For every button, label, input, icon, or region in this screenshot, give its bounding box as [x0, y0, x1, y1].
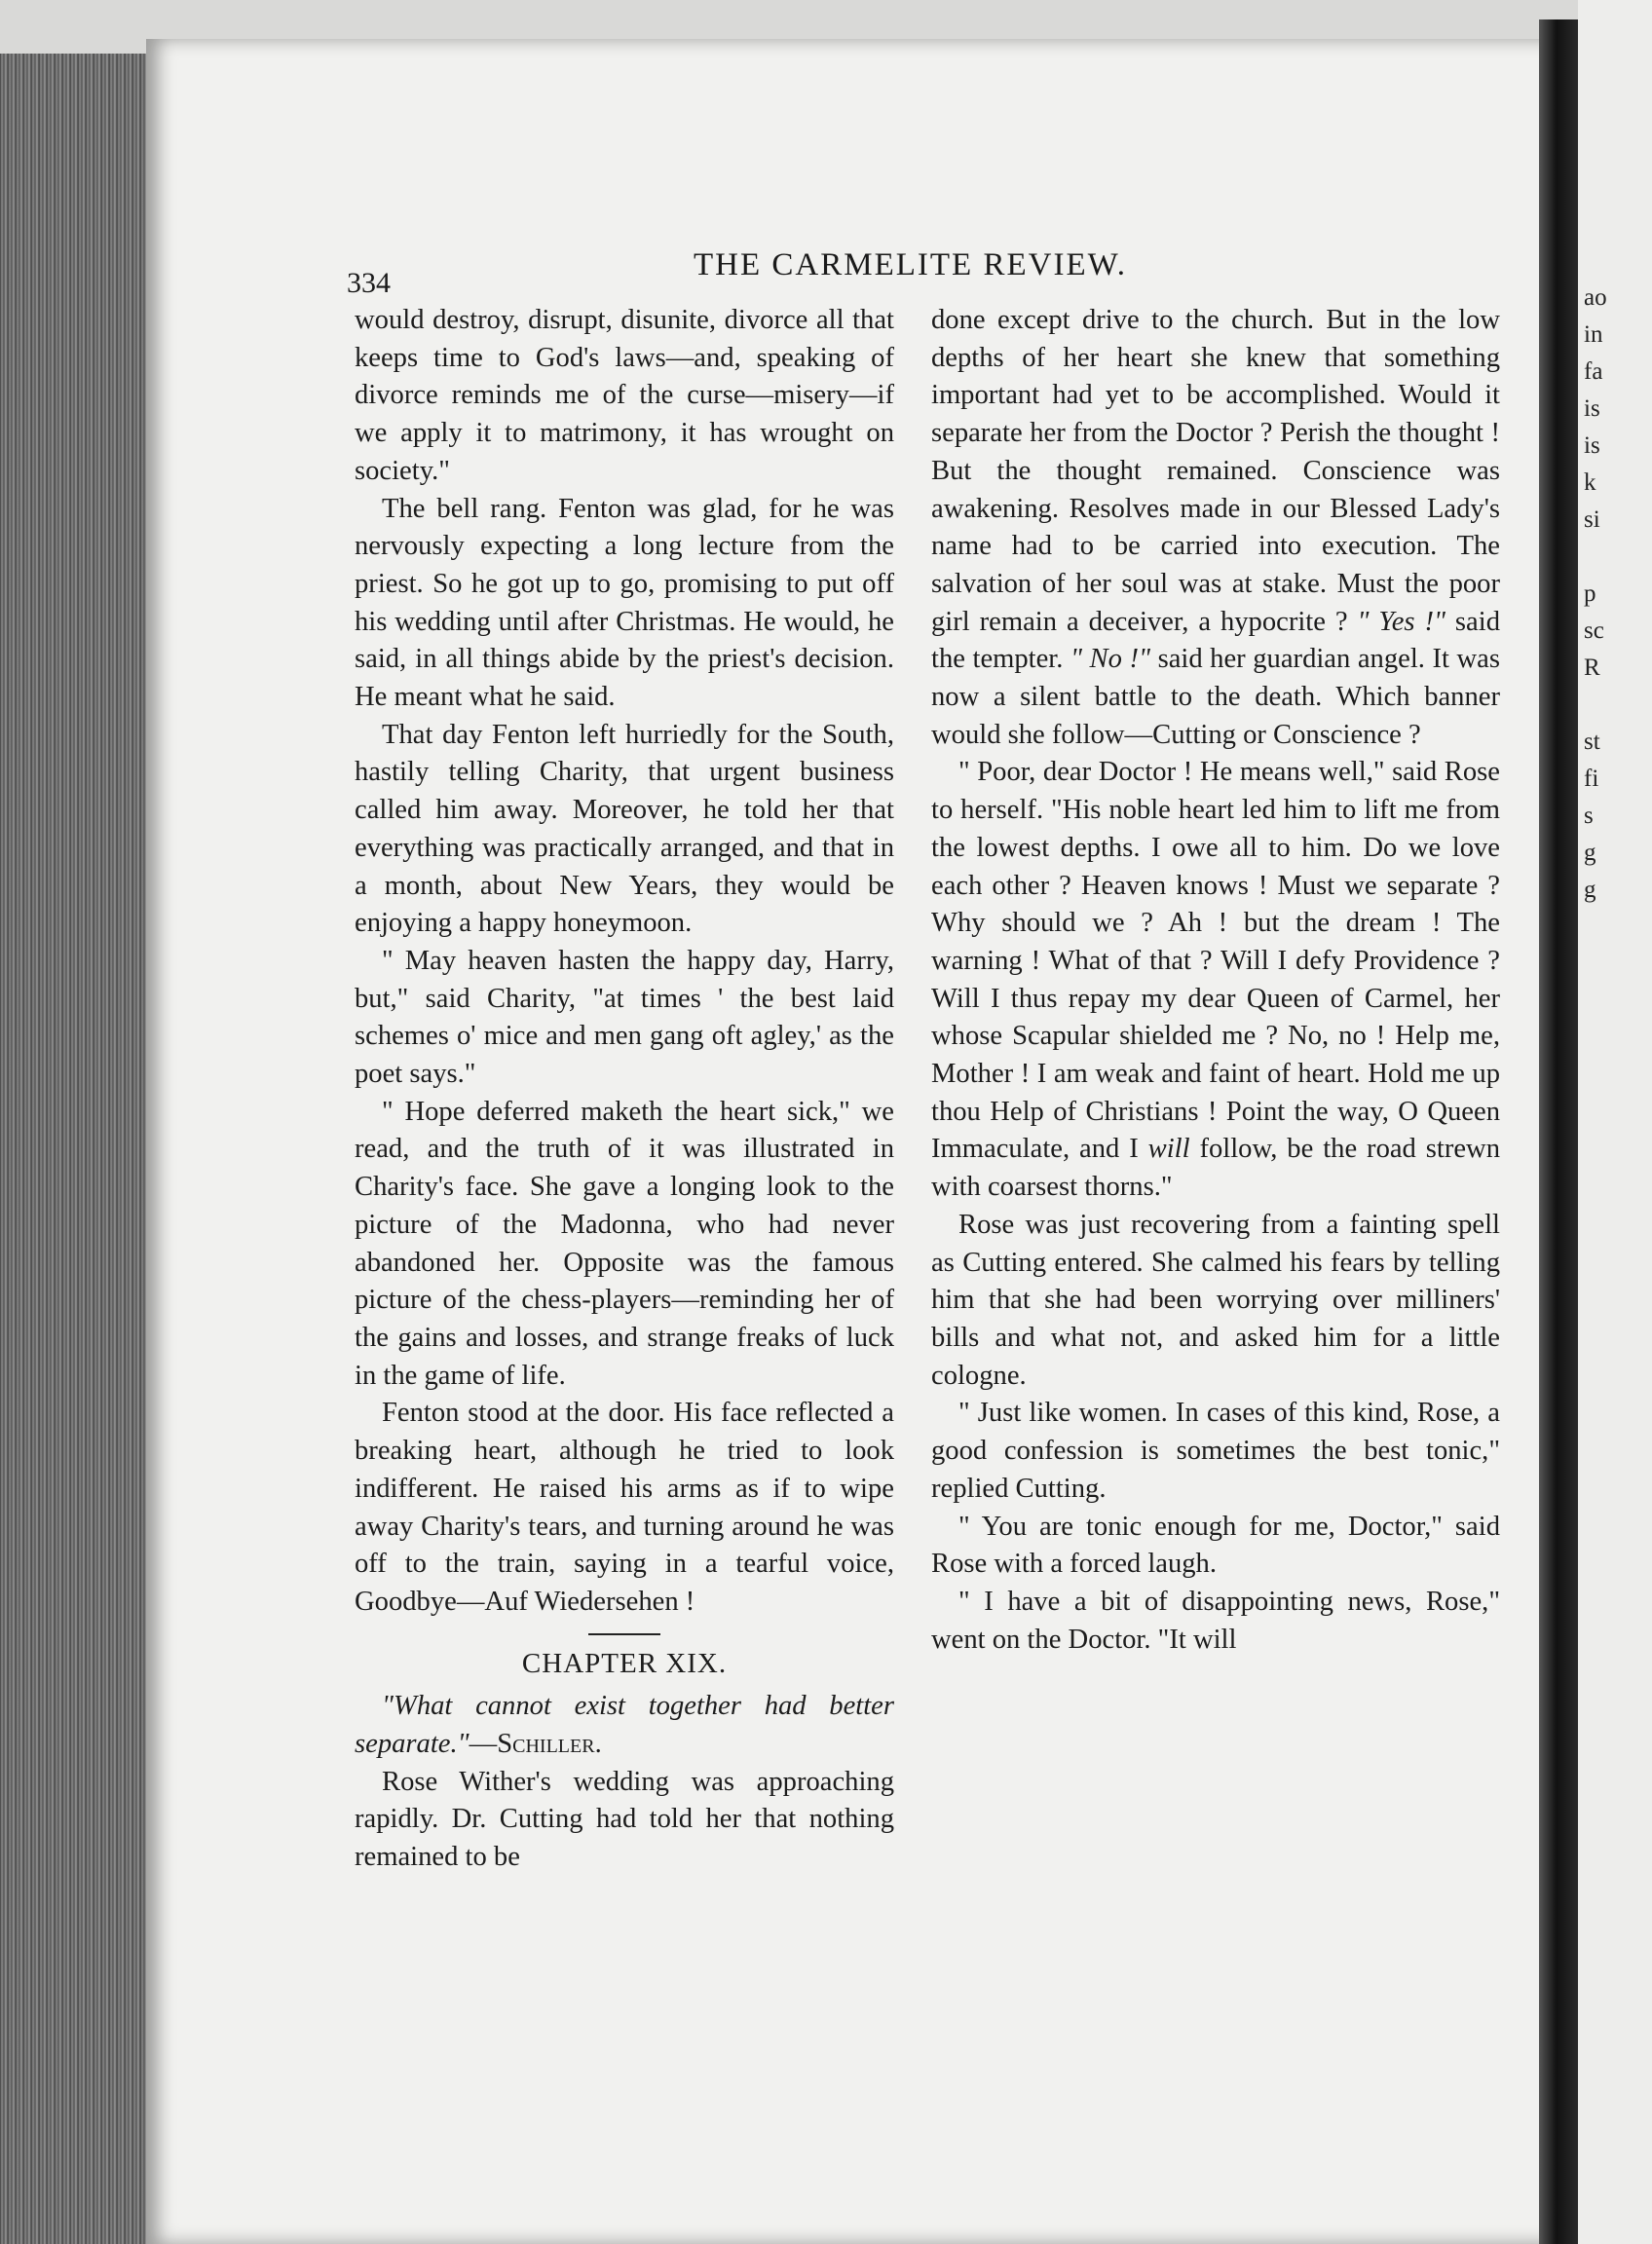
facing-page-fragment: g: [1584, 840, 1596, 866]
left-column: [355, 302, 894, 1877]
facing-page-fragment: p: [1584, 580, 1596, 607]
running-head: THE CARMELITE REVIEW.: [694, 247, 1127, 282]
quote-no: " No !": [1070, 644, 1150, 675]
facing-page-fragment: R: [1584, 654, 1600, 681]
epigraph-source: —Schiller.: [469, 1729, 602, 1760]
facing-page-fragment: k: [1584, 469, 1596, 496]
paragraph-text: said the tempter.: [931, 606, 1500, 675]
facing-page-fragment: s: [1584, 803, 1594, 829]
paragraph: Fenton stood at the door. His face reflected a breaking heart, although he tried to look indifferent. He raised his arms as if to wipe away Charity's tears, and turning around he was off to the train, saying in a tearful voice, Goodbye—Auf Wiedersehen !: [355, 1398, 894, 1617]
paragraph: Rose was just recovering from a fainting spell as Cutting entered. She calmed his fears by telling him that she had been worrying over milliners' bills and what not, and asked him for a little cologne.: [931, 1209, 1500, 1391]
chapter-title: CHAPTER XIX.: [521, 1647, 728, 1679]
facing-page-fragment: sc: [1584, 617, 1604, 644]
facing-page-fragment: fi: [1584, 766, 1599, 792]
facing-page-edge: [1578, 0, 1652, 2244]
right-column: [931, 302, 1500, 1659]
epigraph: [355, 1688, 894, 1763]
paragraph-text: done except drive to the church. But in the low depths of her heart she knew that something important had yet to be accomplished. Would it separate her from the Doctor ? Perish the thought ! But the thought remained. Conscience was awakening. Resolves made in our Blessed Lady's name had to be carried into execution. The salvation of her soul was at stake. Must the poor girl remain a deceiver, a hypocrite ?: [931, 305, 1500, 637]
paragraph-text: said her guardian angel. It was now a silent battle to the death. Which banner would she follow—Cutting or Conscience ?: [931, 644, 1500, 750]
paragraph: " May heaven hasten the happy day, Harry, but," said Charity, "at times ' the best laid schemes o' mice and men gang oft agley,' as the poet says.": [355, 945, 894, 1090]
facing-page-fragment: is: [1584, 395, 1600, 422]
epigraph-text: "What cannot exist together had better separate.": [355, 1691, 894, 1760]
section-rule: [588, 1633, 660, 1635]
paragraph: That day Fenton left hurriedly for the South, hastily telling Charity, that urgent business called him away. Moreover, he told her that everything was practically arranged, and that in a month, about New Years, they would be enjoying a happy honeymoon.: [355, 719, 894, 939]
facing-page-fragment: in: [1584, 321, 1603, 348]
paragraph-text: " Poor, dear Doctor ! He means well," said Rose to herself. "His noble heart led him to lift me from the lowest depths. I owe all to him. Do we love each other ? Heaven knows ! Must we separate ? Why should we ? Ah ! but the dream ! The warning ! What of that ? Will I defy Providence ? Will I thus repay my dear Queen of Carmel, her whose Scapular shielded me ? No, no ! Help me, Mother ! I am weak and faint of heart. Hold me up thou Help of Christians ! Point the way, O Queen Immaculate, and I: [931, 757, 1500, 1165]
facing-page-fragment: fa: [1584, 358, 1603, 385]
paragraph: The bell rang. Fenton was glad, for he was nervously expecting a long lecture from the priest. So he got up to go, promising to put off his wedding until after Christmas. He would, he said, in all things abide by the priest's decision. He meant what he said.: [355, 493, 894, 713]
paragraph: [931, 754, 1500, 1206]
paragraph: " I have a bit of disappointing news, Rose," went on the Doctor. "It will: [931, 1586, 1500, 1655]
facing-page-fragment: ao: [1584, 284, 1607, 311]
emphasis-will: will: [1147, 1134, 1190, 1165]
facing-page-fragment: st: [1584, 729, 1600, 755]
paragraph: " Hope deferred maketh the heart sick," we read, and the truth of it was illustrated in Charity's face. She gave a longing look to the picture of the Madonna, who had never abandoned her. Opposite was the famous picture of the chess-players—reminding her of the gains and losses, and strange freaks of luck in the game of life.: [355, 1096, 894, 1391]
paragraph: Rose Wither's wedding was approaching rapidly. Dr. Cutting had told her that nothing remained to be: [355, 1766, 894, 1873]
book-gutter: [1539, 19, 1578, 2244]
page-edges: [0, 54, 156, 2244]
paragraph: " You are tonic enough for me, Doctor," said Rose with a forced laugh.: [931, 1511, 1500, 1580]
paragraph: would destroy, disrupt, disunite, divorce all that keeps time to God's laws—and, speaking of divorce reminds me of the curse—misery—if we apply it to matrimony, it has wrought on society.": [355, 305, 894, 486]
facing-page-fragment: is: [1584, 432, 1600, 459]
paragraph-text: follow, be the road strewn with coarsest thorns.": [931, 1134, 1500, 1203]
facing-page-fragment: si: [1584, 506, 1600, 533]
facing-page-fragment: g: [1584, 877, 1596, 903]
page-number: 334: [347, 267, 391, 299]
paragraph: " Just like women. In cases of this kind, Rose, a good confession is sometimes the best tonic," replied Cutting.: [931, 1398, 1500, 1504]
quote-yes: " Yes !": [1357, 606, 1446, 637]
paragraph: [931, 302, 1500, 754]
